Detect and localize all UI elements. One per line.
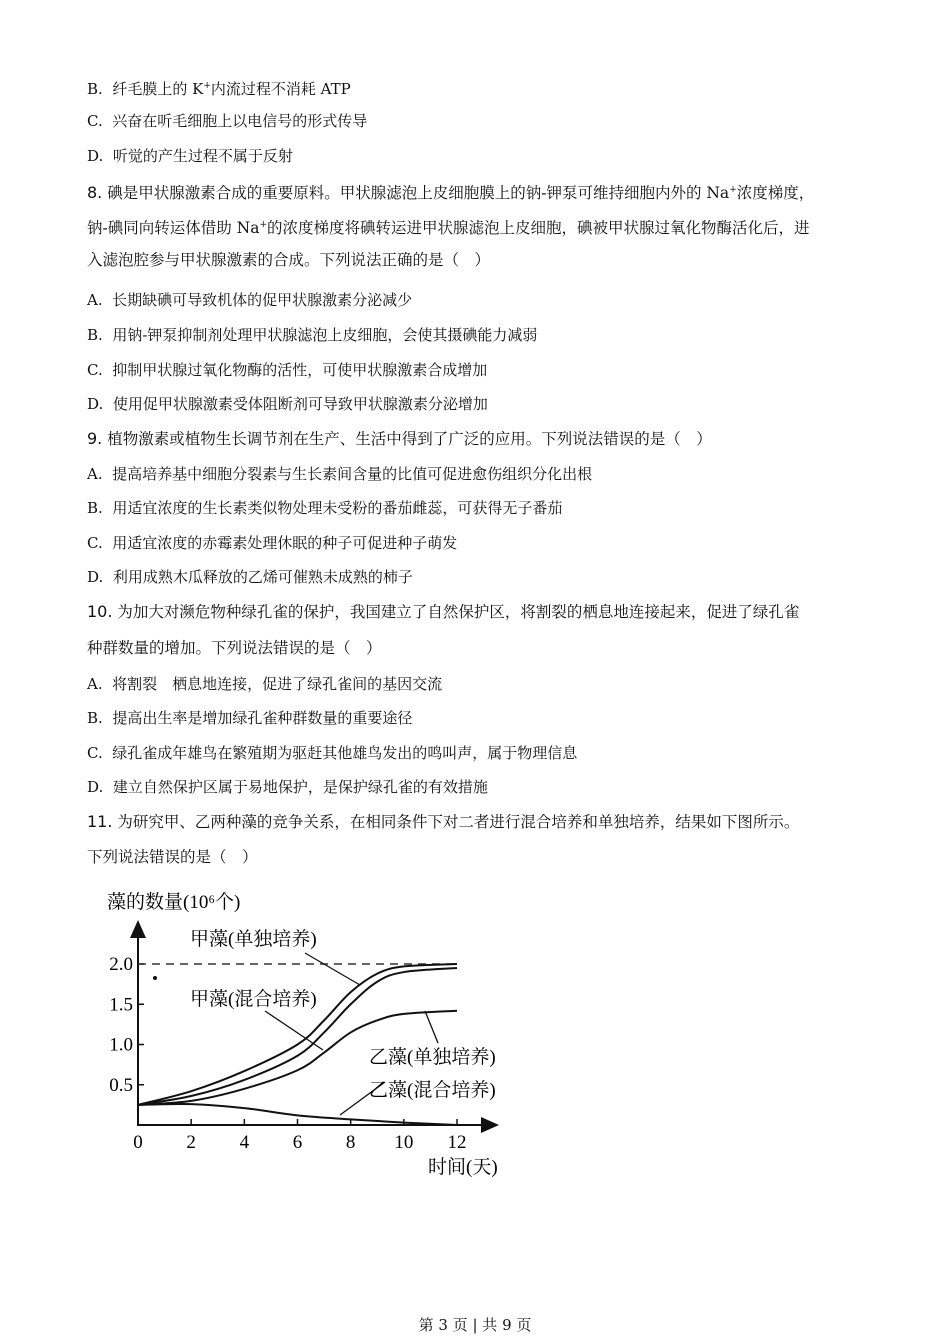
q10-stem-2: 种群数量的增加。下列说法错误的是（ ） — [87, 639, 382, 657]
q10-option-d: D. 建立自然保护区属于易地保护，是保护绿孔雀的有效措施 — [87, 778, 488, 796]
y-tick-label: 0.5 — [109, 1074, 133, 1096]
x-tick-label: 4 — [239, 1132, 250, 1153]
option-7d: D. 听觉的产生过程不属于反射 — [87, 147, 293, 165]
q8-option-a: A. 长期缺碘可导致机体的促甲状腺激素分泌减少 — [87, 291, 413, 309]
series-label-1: 甲藻(混合培养) — [190, 989, 317, 1010]
stray-dot — [153, 976, 157, 980]
q9-option-b: B. 用适宜浓度的生长素类似物处理未受粉的番茄雌蕊，可获得无子番茄 — [87, 499, 563, 517]
q8-option-b: B. 用钠-钾泵抑制剂处理甲状腺滤泡上皮细胞，会使其摄碘能力减弱 — [87, 326, 538, 344]
x-tick-label: 10 — [394, 1132, 414, 1153]
series-label-0: 甲藻(单独培养) — [190, 929, 317, 950]
q9-stem: 9. 植物激素或植物生长调节剂在生产、生活中得到了广泛的应用。下列说法错误的是（ ） — [87, 429, 712, 448]
q10-option-a: A. 将割裂 栖息地连接，促进了绿孔雀间的基因交流 — [87, 675, 443, 693]
option-7b: B. 纤毛膜上的 K+内流过程不消耗 ATP — [87, 80, 351, 98]
q9-option-d: D. 利用成熟木瓜释放的乙烯可催熟未成熟的柿子 — [87, 568, 413, 586]
y-tick-label: 1.0 — [109, 1034, 133, 1056]
x-tick-label: 12 — [447, 1132, 467, 1153]
q10-option-b: B. 提高出生率是增加绿孔雀种群数量的重要途径 — [87, 709, 413, 727]
page-footer: 第 3 页 | 共 9 页 — [418, 1316, 532, 1334]
x-tick-label: 8 — [345, 1132, 356, 1153]
q8-option-c: C. 抑制甲状腺过氧化物酶的活性，可使甲状腺激素合成增加 — [87, 361, 488, 379]
x-tick-label: 2 — [186, 1132, 196, 1153]
x-tick-label: 6 — [292, 1132, 303, 1153]
q8-stem-3: 入滤泡腔参与甲状腺激素的合成。下列说法正确的是（ ） — [87, 251, 491, 269]
y-tick-label: 1.5 — [109, 994, 133, 1016]
q8-stem-1: 8. 碘是甲状腺激素合成的重要原料。甲状腺滤泡上皮细胞膜上的钠-钾泵可维持细胞内外的 Na+浓度梯度， — [87, 183, 815, 203]
q8-option-d: D. 使用促甲状腺激素受体阻断剂可导致甲状腺激素分泌增加 — [87, 395, 488, 413]
y-tick-label: 2.0 — [109, 954, 133, 975]
q9-option-c: C. 用适宜浓度的赤霉素处理休眠的种子可促进种子萌发 — [87, 534, 458, 552]
algae-growth-chart — [95, 880, 525, 1180]
q10-option-c: C. 绿孔雀成年雄鸟在繁殖期为驱赶其他雄鸟发出的鸣叫声，属于物理信息 — [87, 744, 578, 762]
q9-option-a: A. 提高培养基中细胞分裂素与生长素间含量的比值可促进愈伤组织分化出根 — [87, 465, 593, 483]
series-label-3: 乙藻(混合培养) — [369, 1080, 496, 1101]
y-axis-label: 藻的数量(10⁶个) — [107, 892, 241, 913]
x-tick-label: 0 — [133, 1132, 143, 1153]
x-axis-label: 时间(天) — [428, 1157, 498, 1178]
q8-stem-2: 钠-碘同向转运体借助 Na+的浓度梯度将碘转运进甲状腺滤泡上皮细胞，碘被甲状腺过氧化物酶活化后，进 — [87, 219, 810, 238]
q11-stem-1: 11. 为研究甲、乙两种藻的竞争关系，在相同条件下对二者进行混合培养和单独培养，结果如下图所示。 — [87, 812, 800, 831]
q10-stem-1: 10. 为加大对濒危物种绿孔雀的保护，我国建立了自然保护区，将割裂的栖息地连接起来，促进了绿孔雀 — [87, 602, 800, 621]
series-label-2: 乙藻(单独培养) — [369, 1047, 496, 1068]
q11-stem-2: 下列说法错误的是（ ） — [87, 848, 258, 866]
option-7c: C. 兴奋在听毛细胞上以电信号的形式传导 — [87, 112, 368, 130]
